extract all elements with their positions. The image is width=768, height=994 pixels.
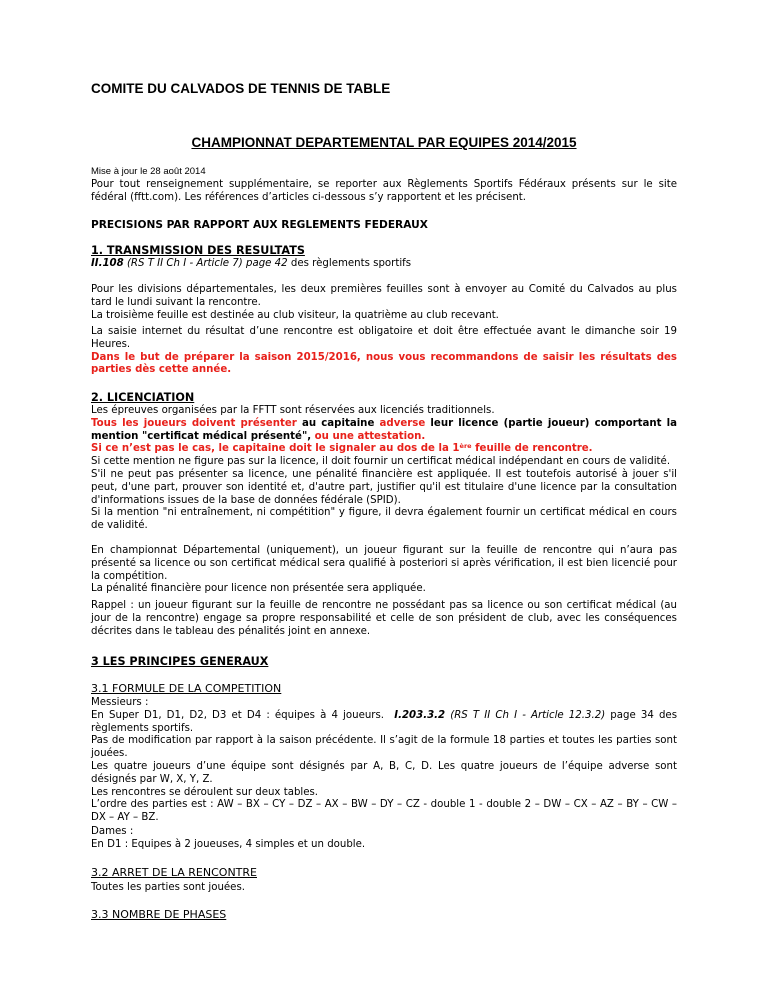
subsection-3-1-body bbox=[91, 697, 677, 825]
paragraph: L’ordre des parties est : AW – BX – CY – DZ – AX – BW – DY – CZ - double 1 - double 2 – DW – CX – AZ – BY – CW – DX – AY – BZ. bbox=[91, 799, 677, 824]
red-text: adverse bbox=[379, 417, 426, 429]
paragraph: Si la mention "ni entraînement, ni compétition" y figure, il devra également fournir un certificat médical en cours de validité. bbox=[91, 507, 677, 532]
text: leur licence (partie joueur) comportant la mention "certificat médical présenté", bbox=[91, 417, 677, 442]
paragraph: Pas de modification par rapport à la saison précédente. Il s’agit de la formule 18 parties et toutes les parties sont jouées. bbox=[91, 735, 677, 760]
licence-requirement bbox=[91, 418, 677, 444]
article-ref-detail: (RS T II Ch I - Article 7) page 42 bbox=[123, 258, 288, 269]
teams-rule bbox=[91, 710, 677, 736]
paragraph: Messieurs : bbox=[91, 697, 149, 708]
article-ref-tail: des règlements sportifs bbox=[287, 258, 412, 269]
captain-instruction bbox=[91, 443, 677, 456]
red-recommendation: Dans le but de préparer la saison 2015/2016, nous vous recommandons de saisir les résultats des parties dès cette année. bbox=[91, 351, 677, 376]
paragraph: Si cette mention ne figure pas sur la licence, il doit fournir un certificat médical indépendant en cours de validité. bbox=[91, 456, 671, 468]
precisions-heading: PRECISIONS PAR RAPPORT AUX REGLEMENTS FEDERAUX bbox=[91, 219, 428, 231]
paragraph: La troisième feuille est destinée au club visiteur, la quatrième au club recevant. bbox=[91, 309, 499, 321]
document-title: COMITE DU CALVADOS DE TENNIS DE TABLE bbox=[91, 81, 391, 96]
section-1-paragraph-2 bbox=[91, 326, 677, 377]
paragraph: Les épreuves organisées par la FFTT sont réservées aux licenciés traditionnels. bbox=[91, 405, 495, 416]
article-ref: II.108 bbox=[91, 258, 124, 269]
article-ref-detail: (RS T II Ch I - Article 12.3.2) bbox=[445, 709, 606, 721]
red-text: feuille de rencontre. bbox=[471, 443, 593, 455]
document-subtitle: CHAMPIONNAT DEPARTEMENTAL PAR EQUIPES 2014/2015 bbox=[191, 135, 577, 150]
red-text: Tous les joueurs doivent présenter bbox=[91, 417, 297, 429]
superscript: ère bbox=[459, 442, 472, 451]
section-1-heading: 1. TRANSMISSION DES RESULTATS bbox=[91, 244, 305, 257]
red-text: Si ce n’est pas le cas, le capitaine doit le signaler au dos de la 1 bbox=[91, 443, 460, 455]
update-date: Mise à jour le 28 août 2014 bbox=[91, 166, 206, 177]
paragraph: S'il ne peut pas présenter sa licence, une pénalité financière est appliquée. Il est toutefois autorisé à jouer s'il peut, d'une part, prouver son identité et, d'autre part, justifier qu'il est titulaire d'une licence par la consultation d'informations issues de la base de données fédérale (SPID). bbox=[91, 468, 677, 506]
paragraph: En championnat Départemental (uniquement), un joueur figurant sur la feuille de rencontre qui n’aura pas présenté sa licence ou son certificat médical sera qualifié à posteriori si après vérification, il est bien licencié pour la compétition. bbox=[91, 545, 677, 582]
section-2-departemental bbox=[91, 545, 677, 596]
subsection-3-1-heading: 3.1 FORMULE DE LA COMPETITION bbox=[91, 682, 282, 695]
subsection-3-2-heading: 3.2 ARRET DE LA RENCONTRE bbox=[91, 866, 257, 879]
paragraph: Les quatre joueurs d’une équipe sont désignés par A, B, C, D. Les quatre joueurs de l’équipe adverse sont désignés par W, X, Y, Z. bbox=[91, 760, 677, 785]
paragraph: Rappel : un joueur figurant sur la feuille de rencontre ne possédant pas sa licence ou son certificat médical (au jour de la rencontre) engage sa propre responsabilité et celle de son président de club, avec les conséquences décrites dans le tableau des pénalités joint en annexe. bbox=[91, 600, 677, 637]
section-3-heading: 3 LES PRINCIPES GENERAUX bbox=[91, 655, 269, 668]
section-1-reference bbox=[91, 258, 677, 271]
text: En Super D1, D1, D2, D3 et D4 : équipes à 4 joueurs. bbox=[91, 709, 395, 721]
paragraph: La saisie internet du résultat d’une rencontre est obligatoire et doit être effectuée avant le dimanche soir 19 Heures. bbox=[91, 326, 677, 350]
section-2-body bbox=[91, 405, 677, 533]
red-text: ou une attestation. bbox=[311, 430, 426, 442]
text: page 34 des règlements sportifs. bbox=[91, 709, 678, 734]
paragraph: En D1 : Equipes à 2 joueuses, 4 simples et un double. bbox=[91, 838, 366, 850]
intro-paragraph: Pour tout renseignement supplémentaire, se reporter aux Règlements Sportifs Fédéraux présents sur le site fédéral (fftt.com). Les références d’articles ci-dessous s’y rapportent et les précisent. bbox=[91, 179, 677, 203]
subsection-3-3-heading: 3.3 NOMBRE DE PHASES bbox=[91, 908, 227, 921]
article-ref: I.203.3.2 bbox=[394, 709, 446, 721]
paragraph: Les rencontres se déroulent sur deux tables. bbox=[91, 786, 319, 798]
paragraph: Dames : bbox=[91, 826, 134, 837]
paragraph: La pénalité financière pour licence non présentée sera appliquée. bbox=[91, 583, 426, 595]
text: au capitaine bbox=[296, 417, 380, 429]
subsection-3-2-body: Toutes les parties sont jouées. bbox=[91, 882, 245, 893]
paragraph: Pour les divisions départementales, les deux premières feuilles sont à envoyer au Comité du Calvados au plus tard le lundi suivant la rencontre. bbox=[91, 284, 677, 308]
section-2-rappel bbox=[91, 600, 677, 638]
section-1-paragraph-1 bbox=[91, 284, 677, 322]
dames-block bbox=[91, 826, 677, 852]
section-2-heading: 2. LICENCIATION bbox=[91, 391, 195, 404]
